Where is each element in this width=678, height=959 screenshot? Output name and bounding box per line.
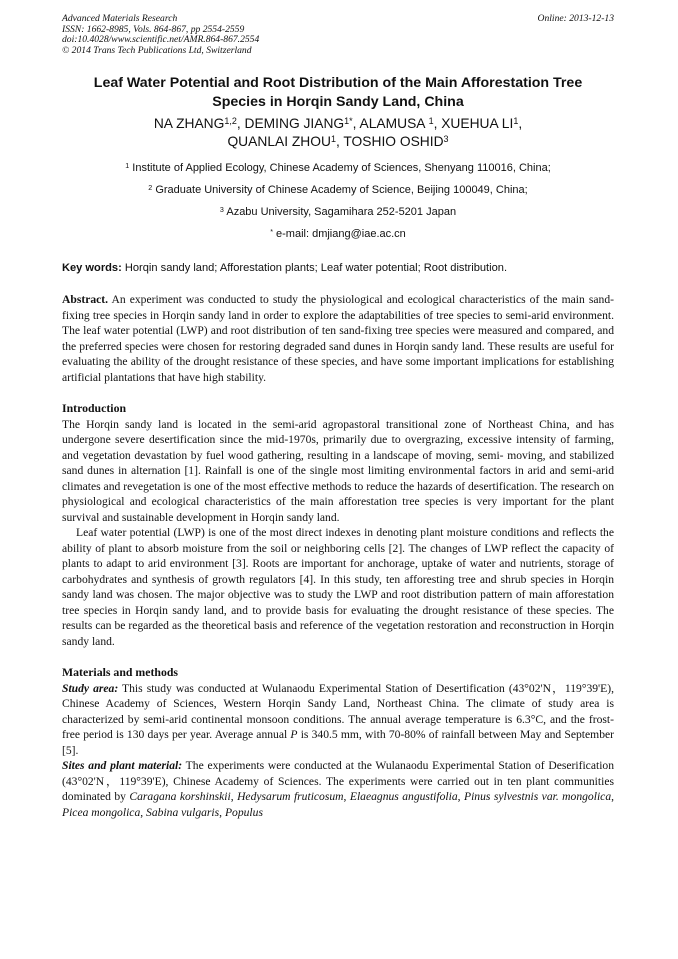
- affiliation-text: Azabu University, Sagamihara 252-5201 Japan: [223, 206, 457, 219]
- species-name: Picea mongolica: [62, 805, 141, 819]
- affiliation-text: Graduate University of Chinese Academy of Science, Beijing 100049, China;: [152, 184, 528, 197]
- author-name: , TOSHIO OSHID: [335, 134, 444, 150]
- separator: ,: [343, 790, 350, 804]
- species-name: Hedysarum fruticosum: [237, 790, 344, 804]
- title-line-2: Species in Horqin Sandy Land, China: [212, 93, 464, 110]
- keywords-text: Horqin sandy land; Afforestation plants; Leaf water potential; Root distribution.: [121, 262, 508, 275]
- paragraph-lead: Study area:: [62, 681, 119, 695]
- paragraph: Leaf water potential (LWP) is one of the most direct indexes in denoting plant moisture conditions and reflects the ability of plant to absorb moisture from the soil or neighboring cells [2]. The changes of LWP reflect the capacity of plants to adapt to arid environment [3]. Roots are important for anchorage, uptake of water and nutrients, storage of carbohydrates and synthesis of growth regulators [4]. In this study, ten afforesting tree and shrub species in Horqin sandy land was chosen. The major objective was to study the LWP and root distribution pattern of main afforestation tree species in Horqin sandy land, and to provide basis for evaluating the drought resistance of these species. The results can be regarded as the theoretical basis and reference of the vegetation restoration and reconstruction in Horqin sandy land.: [62, 526, 614, 648]
- separator: ,: [611, 790, 615, 804]
- abstract-label: Abstract.: [62, 293, 109, 307]
- variable: P: [290, 728, 298, 742]
- title-line-1: Leaf Water Potential and Root Distribution of the Main Afforestation Tree: [93, 75, 583, 92]
- issn-line: ISSN: 1662-8985, Vols. 864-867, pp 2554-2559: [62, 23, 245, 35]
- author-line-1: [62, 115, 614, 133]
- separator: ,: [219, 805, 225, 819]
- author-separator: ,: [518, 116, 523, 132]
- species-name: Caragana korshinskii: [129, 790, 231, 804]
- affiliation-1: [62, 161, 614, 175]
- paragraph-lead: Sites and plant material:: [62, 759, 183, 773]
- paragraph-text: is 340.5 mm, with 70-80% of rainfall between May and September [5].: [62, 728, 614, 757]
- keywords: [62, 261, 614, 275]
- species-name: Elaeagnus angustifolia: [349, 790, 458, 804]
- affiliation-sup: *: [270, 228, 273, 237]
- paragraph: The Horqin sandy land is located in the semi-arid agropastoral transitional zone of Northeast China, and has undergone severe desertification since the mid-1970s, primarily due to overgrazing, excessive intensity of farming, and vegetation devastation by fuel wood gathering, resulting in a landscape of moving, semi- moving, and stabilized sand dunes in alternation [1]. Rainfall is one of the single most limiting environmental factors in arid and semi-arid climates and revegetation is one of the most effective methods to reduce the hazards of desertification. The research on physiological and ecological characteristics of the main afforestation tree species is very important for the plant survival and sustainable development in Horqin sandy land.: [62, 417, 614, 524]
- corresponding-email: [62, 227, 614, 241]
- author-list: [62, 115, 614, 151]
- paragraph-text: This study was conducted at Wulanaodu Experimental Station of Desertification (43°02'N，119°39'E), Chinese Academy of Sciences, Western Horqin Sandy Land, Northeast China. The climate of study area is characterized by semi-arid continental monsoon conditions. The annual average temperature is 6.3°C, and the frost-free period is 130 days per year. Average annual: [62, 681, 614, 742]
- journal-header: [62, 14, 614, 56]
- abstract-text: An experiment was conducted to study the physiological and ecological characteristics of the main sand-fixing tree species in Horqin sandy land in order to explore the adaptabilities of tree species to semi-arid environment. The leaf water potential (LWP) and root distribution of ten sand-fixing tree species were measured and compared, and the preferred species were chosen for restoring degraded sand dunes in Horqin sandy land. These results are useful for evaluating the ability of the drought resistance of these species, and have some important implications for establishing artificial plantations that have high stability.: [62, 293, 614, 384]
- paper-title: [62, 74, 614, 111]
- section-heading: Materials and methods: [62, 665, 178, 680]
- author-affil-sup: 3: [443, 134, 449, 145]
- author-affil-sup: 1: [513, 116, 519, 127]
- author-affil-sup: 1: [330, 134, 336, 145]
- affiliation-sup: 1: [125, 162, 130, 171]
- paper-page: [62, 14, 614, 820]
- separator: ,: [457, 790, 464, 804]
- author-affil-sup: 1: [428, 116, 434, 127]
- affiliation-sup: 3: [219, 206, 224, 215]
- separator: ,: [230, 790, 238, 804]
- author-name: , DEMING JIANG: [236, 116, 345, 132]
- affiliation-2: [62, 183, 614, 197]
- author-name: NA ZHANG: [153, 116, 225, 132]
- author-name: QUANLAI ZHOU: [227, 134, 331, 150]
- author-line-2: [62, 133, 614, 151]
- keywords-label: Key words:: [62, 262, 122, 275]
- methods-section: [62, 665, 614, 820]
- species-name: Pinus sylvestnis var. mongolica: [463, 790, 612, 804]
- section-heading: Introduction: [62, 401, 127, 416]
- species-name: Populus: [224, 805, 263, 819]
- paragraph-text: The experiments were conducted at the Wulanaodu Experimental Station of Deserification (43°02'N，119°39'E), Chinese Academy of Sciences. The experiments were carried out in ten plant communities dominated by: [62, 759, 615, 804]
- journal-name: Advanced Materials Research: [62, 13, 178, 24]
- copyright-line: © 2014 Trans Tech Publications Ltd, Switzerland: [62, 44, 252, 56]
- affiliation-3: [62, 205, 614, 219]
- paragraph: [62, 681, 614, 759]
- affiliation-text: Institute of Applied Ecology, Chinese Academy of Sciences, Shenyang 110016, China;: [129, 162, 551, 175]
- introduction-section: [62, 401, 614, 649]
- author-affil-sup: 1,2: [224, 116, 237, 127]
- author-name: , ALAMUSA: [352, 116, 429, 132]
- doi-line: doi:10.4028/www.scientific.net/AMR.864-867.2554: [62, 34, 260, 46]
- affiliation-sup: 2: [148, 184, 153, 193]
- abstract: [62, 292, 614, 385]
- author-affil-sup: 1*: [344, 116, 353, 127]
- affiliation-text: e-mail: dmjiang@iae.ac.cn: [272, 228, 406, 241]
- paragraph: [62, 758, 614, 820]
- author-name: , XUEHUA LI: [433, 116, 514, 132]
- online-date: Online: 2013-12-13: [537, 13, 614, 24]
- species-name: Sabina vulgaris: [146, 805, 220, 819]
- separator: ,: [140, 805, 147, 819]
